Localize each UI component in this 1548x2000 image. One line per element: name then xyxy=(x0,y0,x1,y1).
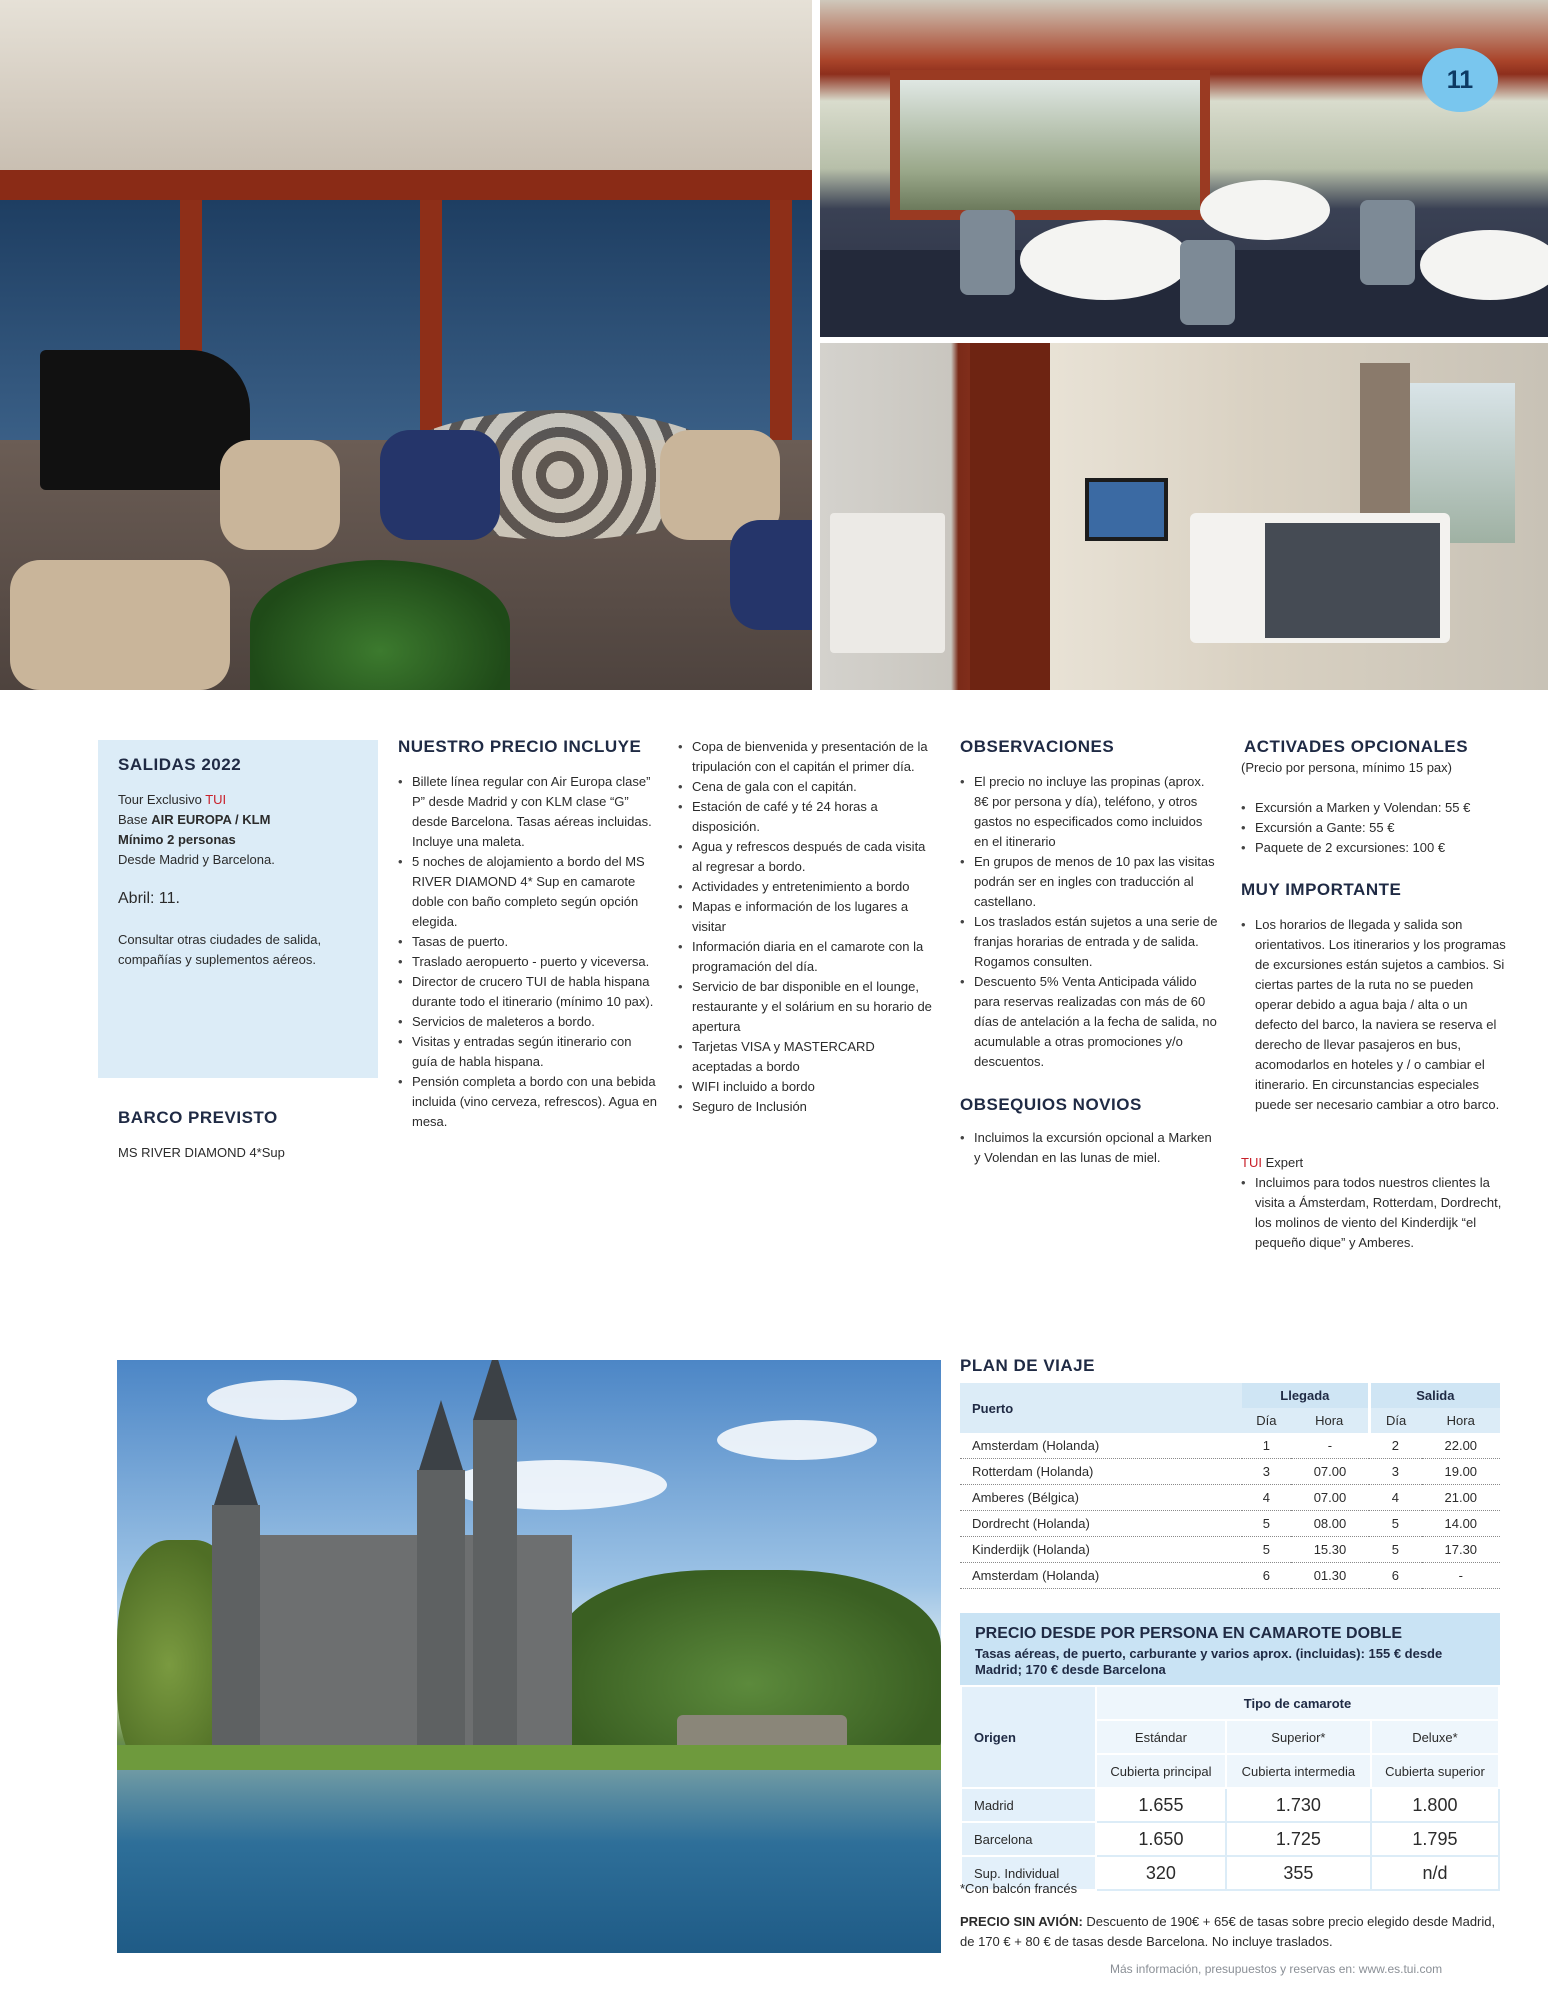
price-deluxe: 1.795 xyxy=(1371,1822,1499,1856)
col-hour: Hora xyxy=(1422,1408,1500,1433)
price-superior: 355 xyxy=(1226,1856,1371,1890)
port-cell: Rotterdam (Holanda) xyxy=(972,1464,1094,1479)
lounge-photo xyxy=(0,0,812,690)
observations-list xyxy=(960,772,1220,1072)
arrival-day: 5 xyxy=(1262,1542,1270,1557)
includes-item: • Director de crucero TUI de habla hispana durante todo el itinerario (mínimo 10 pax). xyxy=(398,972,658,1012)
includes-item: • Servicios de maleteros a bordo. xyxy=(398,1012,658,1032)
departure-hour: 22.00 xyxy=(1444,1438,1478,1453)
arrival-day: 4 xyxy=(1262,1490,1270,1505)
arrival-hour: 08.00 xyxy=(1313,1516,1347,1531)
price-deluxe: 1.800 xyxy=(1371,1788,1499,1822)
includes-item: • Visitas y entradas según itinerario con guía de habla hispana. xyxy=(398,1032,658,1072)
activity-item: • Excursión a Gante: 55 € xyxy=(1241,818,1511,838)
includes-title: NUESTRO PRECIO INCLUYE xyxy=(398,737,642,756)
includes-item: • Traslado aeropuerto - puerto y viceversa. xyxy=(398,952,658,972)
departure-hour: 14.00 xyxy=(1444,1516,1478,1531)
includes-item: • Billete línea regular con Air Europa clase” P” desde Madrid y con KLM clase “G” desde Barcelona. Tasas aéreas incluidas. Incluye una maleta. xyxy=(398,772,658,852)
arrival-hour: 01.30 xyxy=(1313,1568,1347,1583)
activities-list xyxy=(1241,798,1511,858)
table-row xyxy=(960,1485,1500,1511)
arrival-day: 6 xyxy=(1262,1568,1270,1583)
col-arrival: Llegada xyxy=(1242,1383,1369,1408)
includes-item: • Agua y refrescos después de cada visita al regresar a bordo. xyxy=(678,837,938,877)
arrival-hour: 07.00 xyxy=(1313,1464,1347,1479)
activities-title: ACTIVADES OPCIONALES xyxy=(1244,737,1469,756)
tui-expert-list xyxy=(1241,1173,1511,1253)
important-title: MUY IMPORTANTE xyxy=(1241,880,1402,899)
activity-item: • Paquete de 2 excursiones: 100 € xyxy=(1241,838,1511,858)
observation-item: • Descuento 5% Venta Anticipada válido para reservas realizadas con más de 60 días de antelación a la fecha de salida, no acumulable a otras promociones y/o descuentos. xyxy=(960,972,1220,1072)
ship-name: MS RIVER DIAMOND 4*Sup xyxy=(118,1145,285,1160)
min-people: Mínimo 2 personas xyxy=(118,832,236,847)
itinerary-table xyxy=(960,1383,1500,1589)
departure-hour: - xyxy=(1458,1568,1463,1583)
price-table xyxy=(960,1685,1500,1891)
activity-item: • Excursión a Marken y Volendan: 55 € xyxy=(1241,798,1511,818)
tui-expert-label: TUI Expert xyxy=(1241,1155,1304,1170)
deck-main: Cubierta principal xyxy=(1096,1754,1226,1788)
cabin-deluxe: Deluxe* xyxy=(1371,1720,1499,1754)
arrival-hour: - xyxy=(1327,1438,1333,1453)
gifts-list xyxy=(960,1128,1220,1168)
castle-photo xyxy=(117,1360,941,1953)
important-item: • Los horarios de llegada y salida son orientativos. Los itinerarios y los programas de excursiones están sujetos a cambios. Si ciertas partes de la ruta no se pueden operar debido a agua baja / alta o un defecto del barco, la naviera se reserva el derecho de llevar pasajeros en bus, acomodarlos en hoteles y / o cambiar el itinerario. En circunstancias especiales puede ser necesario cambiar a otro barco. xyxy=(1241,915,1511,1115)
departures-box xyxy=(98,740,378,1078)
price-row xyxy=(961,1788,1499,1822)
departure-hour: 19.00 xyxy=(1444,1464,1478,1479)
arrival-hour: 07.00 xyxy=(1313,1490,1347,1505)
departure-hour: 17.30 xyxy=(1444,1542,1478,1557)
col-origin: Origen xyxy=(961,1686,1096,1788)
price-deluxe: n/d xyxy=(1371,1856,1499,1890)
includes-item: • Tasas de puerto. xyxy=(398,932,658,952)
table-row xyxy=(960,1459,1500,1485)
includes-item: • Información diaria en el camarote con la programación del día. xyxy=(678,937,938,977)
includes-item: • WIFI incluido a bordo xyxy=(678,1077,938,1097)
price-standard: 1.655 xyxy=(1096,1788,1226,1822)
port-cell: Amsterdam (Holanda) xyxy=(972,1438,1100,1453)
footer-info: Más información, presupuestos y reservas en: www.es.tui.com xyxy=(1110,1962,1443,1976)
origin-cities: Desde Madrid y Barcelona. xyxy=(118,852,275,867)
price-origin: Sup. Individual xyxy=(961,1856,1096,1890)
includes-item: • Cena de gala con el capitán. xyxy=(678,777,938,797)
col-day: Día xyxy=(1242,1408,1291,1433)
table-row xyxy=(960,1511,1500,1537)
port-cell: Amsterdam (Holanda) xyxy=(972,1568,1100,1583)
includes-item: • Estación de café y té 24 horas a disposición. xyxy=(678,797,938,837)
price-header xyxy=(960,1613,1500,1685)
price-row xyxy=(961,1822,1499,1856)
observation-item: • El precio no incluye las propinas (aprox. 8€ por persona y día), teléfono, y otros gastos no especificados como incluidos en el itinerario xyxy=(960,772,1220,852)
departure-day: 5 xyxy=(1391,1516,1399,1531)
table-row xyxy=(960,1563,1500,1589)
departure-day: 4 xyxy=(1391,1490,1399,1505)
departure-day: 6 xyxy=(1391,1568,1399,1583)
price-standard: 1.650 xyxy=(1096,1822,1226,1856)
col-day: Día xyxy=(1369,1408,1421,1433)
table-row xyxy=(960,1433,1500,1459)
departure-dates: Abril: 11. xyxy=(118,890,180,907)
includes-item: • Actividades y entretenimiento a bordo xyxy=(678,877,938,897)
tour-line: Tour Exclusivo TUI xyxy=(118,792,227,807)
observations-title: OBSERVACIONES xyxy=(960,737,1115,756)
activities-subtitle: (Precio por persona, mínimo 15 pax) xyxy=(1241,760,1452,775)
includes-item: • 5 noches de alojamiento a bordo del MS RIVER DIAMOND 4* Sup en camarote doble con baño completo según opción elegida. xyxy=(398,852,658,932)
gift-item: • Incluimos la excursión opcional a Marken y Volendan en las lunas de miel. xyxy=(960,1128,1220,1168)
deck-middle: Cubierta intermedia xyxy=(1226,1754,1371,1788)
observation-item: • Los traslados están sujetos a una serie de franjas horarias de entrada y de salida. Rogamos consulten. xyxy=(960,912,1220,972)
table-row xyxy=(960,1537,1500,1563)
dining-room-photo xyxy=(820,0,1548,337)
important-list xyxy=(1241,915,1511,1115)
gifts-title: OBSEQUIOS NOVIOS xyxy=(960,1095,1142,1114)
price-standard: 320 xyxy=(1096,1856,1226,1890)
cabin-standard: Estándar xyxy=(1096,1720,1226,1754)
includes-list-1 xyxy=(398,772,658,1132)
base-line: Base AIR EUROPA / KLM xyxy=(118,812,271,827)
cabin-photo xyxy=(820,343,1548,690)
includes-item: • Seguro de Inclusión xyxy=(678,1097,938,1117)
includes-item: • Copa de bienvenida y presentación de la tripulación con el capitán el primer día. xyxy=(678,737,938,777)
arrival-hour: 15.30 xyxy=(1313,1542,1347,1557)
departure-hour: 21.00 xyxy=(1444,1490,1478,1505)
no-flight-note: PRECIO SIN AVIÓN: Descuento de 190€ + 65€ de tasas sobre precio elegido desde Madrid, de 170 € + 80 € de tasas desde Barcelona. No incluye traslados. xyxy=(960,1914,1496,1949)
port-cell: Amberes (Bélgica) xyxy=(972,1490,1079,1505)
includes-item: • Servicio de bar disponible en el lounge, restaurante y el solárium en su horario de apertura xyxy=(678,977,938,1037)
arrival-day: 3 xyxy=(1262,1464,1270,1479)
price-superior: 1.730 xyxy=(1226,1788,1371,1822)
price-superior: 1.725 xyxy=(1226,1822,1371,1856)
col-departure: Salida xyxy=(1369,1383,1500,1408)
col-port: Puerto xyxy=(960,1383,1242,1433)
departures-note: Consultar otras ciudades de salida, compañías y suplementos aéreos. xyxy=(118,932,322,967)
price-title: PRECIO DESDE POR PERSONA EN CAMAROTE DOBLE xyxy=(975,1625,1403,1642)
observation-item: • En grupos de menos de 10 pax las visitas podrán ser en ingles con traducción al castellano. xyxy=(960,852,1220,912)
deck-upper: Cubierta superior xyxy=(1371,1754,1499,1788)
includes-item: • Pensión completa a bordo con una bebida incluida (vino cerveza, refrescos). Agua en mesa. xyxy=(398,1072,658,1132)
itinerary-title: PLAN DE VIAJE xyxy=(960,1356,1095,1375)
departure-day: 2 xyxy=(1391,1438,1399,1453)
includes-item: • Tarjetas VISA y MASTERCARD aceptadas a bordo xyxy=(678,1037,938,1077)
price-footnote: *Con balcón francés xyxy=(960,1881,1078,1896)
ship-title: BARCO PREVISTO xyxy=(118,1108,278,1127)
includes-item: • Mapas e información de los lugares a visitar xyxy=(678,897,938,937)
price-subtitle: Tasas aéreas, de puerto, carburante y varios aprox. (incluidas): 155 € desde Madrid; 170 € desde Barcelona xyxy=(975,1646,1443,1677)
price-origin: Barcelona xyxy=(961,1822,1096,1856)
departure-day: 5 xyxy=(1391,1542,1399,1557)
cabin-superior: Superior* xyxy=(1226,1720,1371,1754)
port-cell: Dordrecht (Holanda) xyxy=(972,1516,1090,1531)
col-cabin-type: Tipo de camarote xyxy=(1096,1686,1499,1720)
arrival-day: 1 xyxy=(1262,1438,1270,1453)
departure-day: 3 xyxy=(1391,1464,1399,1479)
tui-brand: TUI xyxy=(205,792,227,807)
port-cell: Kinderdijk (Holanda) xyxy=(972,1542,1090,1557)
col-hour: Hora xyxy=(1291,1408,1369,1433)
expert-item: • Incluimos para todos nuestros clientes la visita a Ámsterdam, Rotterdam, Dordrecht, los molinos de viento del Kinderdijk “el pequeño dique” y Amberes. xyxy=(1241,1173,1511,1253)
includes-list-2 xyxy=(678,737,938,1117)
price-origin: Madrid xyxy=(961,1788,1096,1822)
arrival-day: 5 xyxy=(1262,1516,1270,1531)
page-number-badge: 11 xyxy=(1422,48,1498,112)
departures-title: SALIDAS 2022 xyxy=(118,755,242,774)
